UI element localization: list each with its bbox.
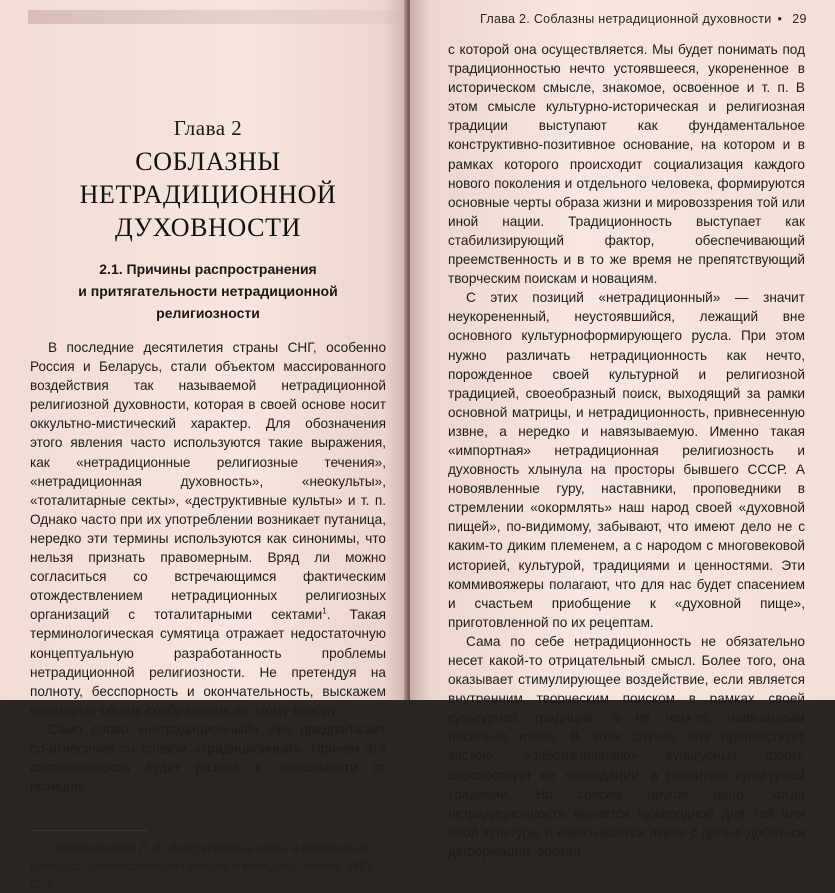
left-paragraph-1-text: В последние десятилетия страны СНГ, особенно Россия и Беларусь, стали объектом массированного воздействия так называемой нетрадиционной религиозной духовности, которая в своей основе носит оккультно-мистический характер. Для обозначения этого явления часто используются такие выражения, как «нетрадиционные религиозные течения», «нетрадиционная духовность», «неокульты», «тоталитарные секты», «деструктивные культы» и т. п. Однако часто при их употреблении возникает путаница, нередко эти термины используются как синонимы, что нельзя признать правомерным. Вряд ли можно согласиться со встречающимся фактическим отождествлением нетрадиционных религиозных организаций с тоталитарными сектами [30,340,386,623]
section-heading-line-2: и притягательности нетрадиционной [78,283,338,299]
page-number: 29 [792,12,807,26]
right-paragraph-3: Сама по себе нетрадиционность не обязательно несет какой-то отрицательный смысл. Более того, она оказывает стимулирующее воздействие, если является внутренним творческим поиском в рамках своей культурной традиции, а не чем-то, навязанным насильно извне. В этом случае она препятствует застою, «заболачиванию» культурных форм, способствует не ликвидации, а развитию культурной традиции. Но совсем другое дело, когда нетрадиционность является чужеродной для той или иной культуры и навязывается извне с целью добиться деформации, эрозии [448,633,805,859]
right-body-text [448,40,805,861]
left-page [0,0,408,892]
footnote-number: 1 [48,842,52,850]
section-heading-line-3: религиозности [156,305,260,321]
left-paragraph-1-tail: . Такая терминологическая сумятица отражает недостаточную концептуальную разработанность проблемы нетрадиционной религиозности. Не претендуя на полноту, бесспорность и окончательность, выскажем некоторые общие соображения по этому поводу. [30,607,386,718]
section-heading [30,258,386,324]
footnote-text: Деструктивные секты и молодежь // Беларусь: религиозное сектантство и молодежь. Минск, 1997. С. 7. [30,841,377,892]
running-head-separator: • [777,12,783,26]
running-head-chapter: Глава 2. Соблазны нетрадиционной духовности [480,12,772,26]
right-page [410,0,835,859]
right-paragraph-2: С этих позиций «нетрадиционный» — значит неукорененный, неустоявшийся, лежащий вне основного культурноформирующего русла. При этом нужно различать нетрадиционность как нечто, порожденное своей культурной и религиозной традицией, своеобразный поиск, выходящий за рамки основной матрицы, и нетрадиционность, привнесенную извне, а нередко и навязываемую. Именно такая «импортная» нетрадиционная религиозность и духовность хлынула на просторы бывшего СССР. А новоявленные гуру, наставники, проповедники в стремлении «окормлять» наш народ своей «духовной пищей», по-видимому, забывают, что имеют дело не с каким-то диким племенем, а с народом с многовековой историей, культурой, традициями и ценностями. Эти коммивояжеры полагают, что для нас будет спасением и счастьем приобщение к «духовной пище», приготовленной по их рецептам. [448,290,805,630]
left-body-text [30,338,386,796]
chapter-label: Глава 2 [173,116,243,140]
left-paragraph-2: Само слово «нетрадиционный» уже предполагает со-отнесение со словом «традиционный». Причем эта соотнесенность будет разной в зависимости от позиции, [30,721,386,795]
footnote-reference: 1 [322,606,327,616]
footnote-author: Карпушевская Л. А. [55,841,166,856]
running-head [480,12,805,26]
section-heading-line-1: 2.1. Причины распространения [99,261,317,277]
left-paragraph-1 [30,338,386,720]
footnote [30,837,386,893]
chapter-title [30,145,386,244]
right-paragraph-1: с которой она осуществляется. Мы будет понимать под традиционностью нечто устоявшееся, укорененное в историческом смысле, знакомое, освоенное и т. п. В этом смысле культурно-историческая и религиозная традиции выступают как фундаментальное конструктивно-позитивное основание, на котором и в рамках которого происходит социализация каждого нового поколения и отдельного человека, формируются основные черты образа жизни и мировоззрения той или иной нации. Традиционность выступает как стабилизирующий фактор, обеспечивающий преемственность и в то же время не препятствующий творческим поискам и новациям. [448,42,805,287]
chapter-title-line-1: СОБЛАЗНЫ НЕТРАДИЦИОННОЙ [79,147,337,209]
chapter-title-line-2: ДУХОВНОСТИ [115,213,301,242]
top-smudge [28,10,400,24]
footnote-divider [30,830,148,831]
